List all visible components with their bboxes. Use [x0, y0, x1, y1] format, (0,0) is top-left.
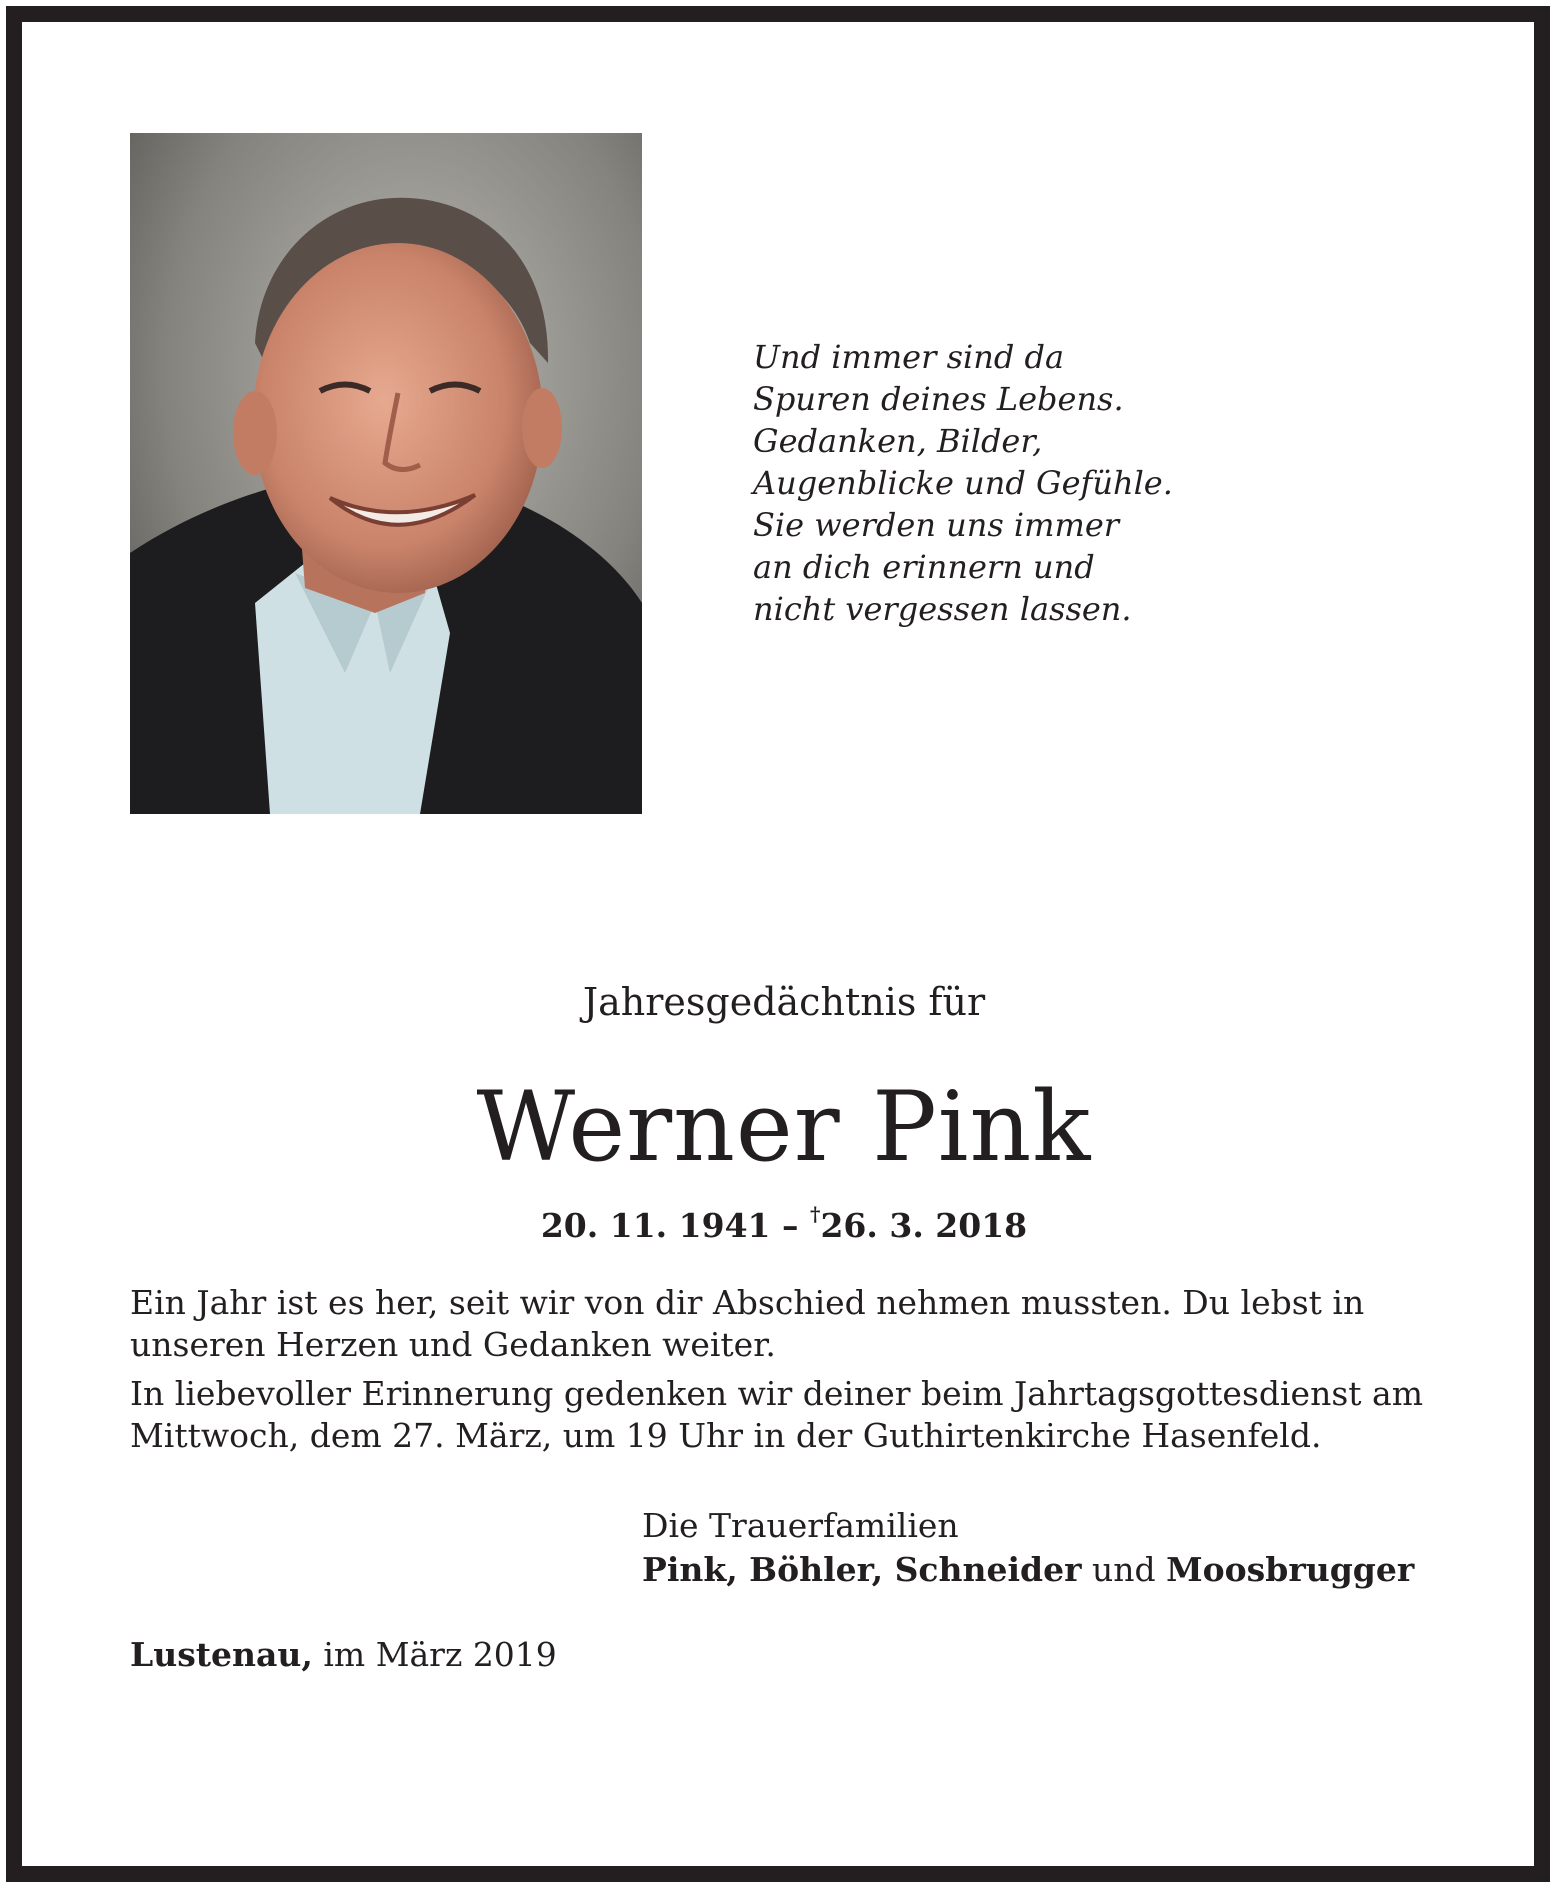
- place-city: Lustenau,: [130, 1635, 313, 1674]
- mourning-families: [642, 1504, 1502, 1592]
- poem-line: an dich erinnern und: [753, 548, 1095, 586]
- poem-line: Gedanken, Bilder,: [753, 422, 1043, 460]
- death-date: 26. 3. 2018: [820, 1206, 1028, 1245]
- birth-date: 20. 11. 1941: [540, 1206, 771, 1245]
- date-dash: –: [770, 1206, 810, 1245]
- poem-line: Spuren deines Lebens.: [753, 380, 1124, 418]
- place-and-date: [130, 1633, 557, 1677]
- family-intro: Die Trauerfamilien: [642, 1506, 959, 1545]
- place-date: im März 2019: [312, 1635, 557, 1674]
- poem-line: nicht vergessen lassen.: [753, 590, 1132, 628]
- life-dates: [0, 1196, 1568, 1248]
- memorial-text: [130, 1282, 1450, 1457]
- portrait-illustration: [130, 133, 642, 814]
- family-connector: und: [1081, 1550, 1167, 1589]
- family-name-last: Moosbrugger: [1166, 1550, 1415, 1589]
- portrait-photo: [130, 133, 642, 814]
- family-names: [642, 1548, 1502, 1592]
- body-paragraph: In liebevoller Erinnerung gedenken wir deiner beim Jahrtagsgottesdienst am Mittwoch, dem 27. März, um 19 Uhr in der Guthirtenkirche Hasenfeld.: [130, 1374, 1423, 1455]
- poem-line: Und immer sind da: [753, 338, 1065, 376]
- poem-line: Sie werden uns immer: [753, 506, 1120, 544]
- poem-line: Augenblicke und Gefühle.: [753, 464, 1173, 502]
- memorial-intro: Jahresgedächtnis für: [582, 980, 986, 1024]
- death-cross-icon: †: [809, 1202, 821, 1226]
- deceased-name: Werner Pink: [476, 1071, 1092, 1183]
- memorial-poem: [753, 336, 1273, 630]
- family-names-bold: Pink, Böhler, Schneider: [642, 1550, 1082, 1589]
- body-paragraph: Ein Jahr ist es her, seit wir von dir Abschied nehmen mussten. Du lebst in unseren Herzen und Gedanken weiter.: [130, 1283, 1365, 1364]
